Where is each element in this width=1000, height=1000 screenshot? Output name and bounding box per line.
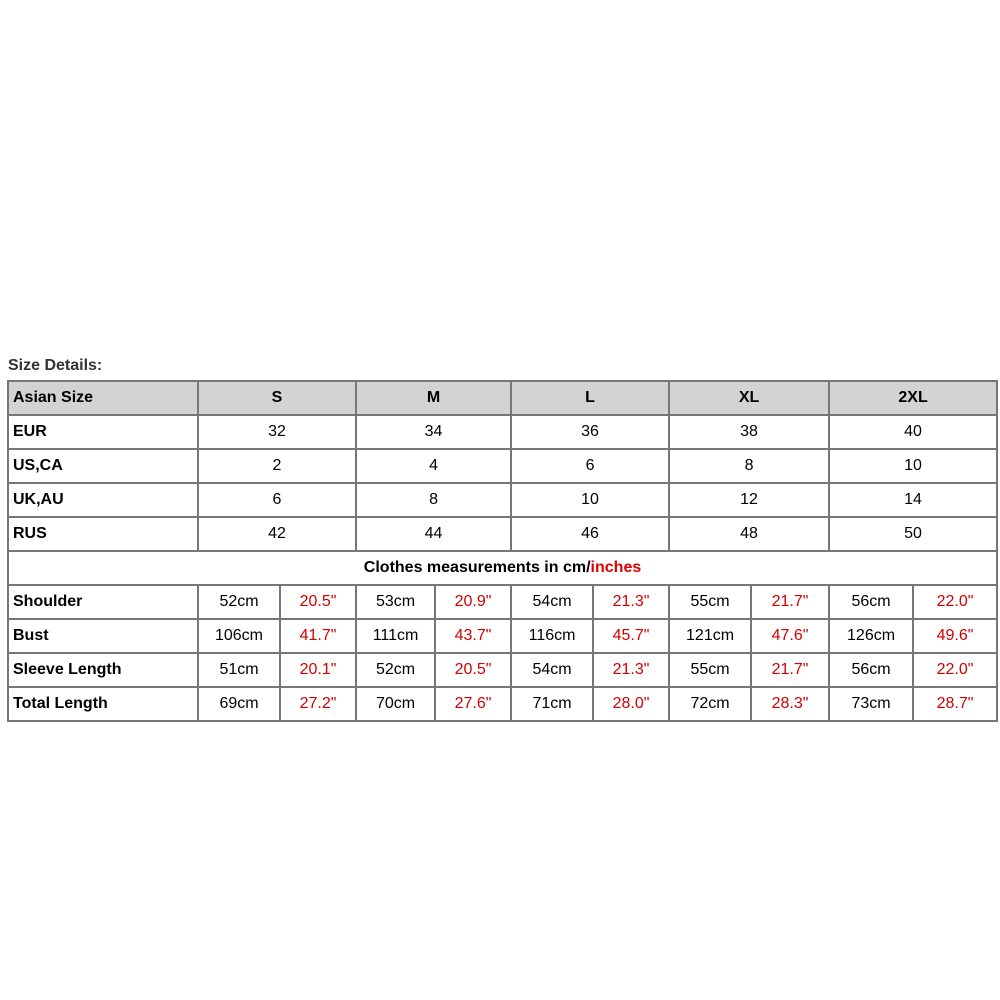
cm-cell: 121cm: [669, 619, 751, 653]
inch-cell: 20.9": [435, 585, 511, 619]
inch-cell: 47.6": [751, 619, 829, 653]
conversion-row: [8, 517, 997, 551]
cm-cell: 71cm: [511, 687, 593, 721]
conversion-cell: 44: [356, 517, 511, 551]
cm-cell: 73cm: [829, 687, 913, 721]
section-text: Clothes measurements in cm/: [363, 559, 591, 576]
inch-cell: 49.6": [913, 619, 997, 653]
conversion-cell: 12: [669, 483, 829, 517]
inch-cell: 22.0": [913, 585, 997, 619]
inch-cell: 21.7": [751, 585, 829, 619]
cm-cell: 53cm: [356, 585, 435, 619]
conversion-cell: 14: [829, 483, 997, 517]
inch-cell: 20.1": [280, 653, 356, 687]
cm-cell: 52cm: [198, 585, 280, 619]
cm-cell: 54cm: [511, 653, 593, 687]
size-header-label: Asian Size: [8, 381, 198, 415]
size-header-cell: L: [511, 381, 669, 415]
size-header-cell: XL: [669, 381, 829, 415]
inch-cell: 20.5": [435, 653, 511, 687]
size-header-row: [8, 381, 997, 415]
conversion-cell: 40: [829, 415, 997, 449]
size-header-cell: M: [356, 381, 511, 415]
inch-cell: 21.3": [593, 653, 669, 687]
cm-cell: 56cm: [829, 653, 913, 687]
cm-cell: 70cm: [356, 687, 435, 721]
row-label: EUR: [8, 415, 198, 449]
conversion-cell: 46: [511, 517, 669, 551]
cm-cell: 111cm: [356, 619, 435, 653]
conversion-cell: 8: [669, 449, 829, 483]
row-label: RUS: [8, 517, 198, 551]
conversion-cell: 10: [829, 449, 997, 483]
conversion-row: [8, 415, 997, 449]
page-title: Size Details:: [8, 357, 103, 374]
row-label: Shoulder: [8, 585, 198, 619]
conversion-cell: 42: [198, 517, 356, 551]
conversion-cell: 2: [198, 449, 356, 483]
cm-cell: 52cm: [356, 653, 435, 687]
row-label: Total Length: [8, 687, 198, 721]
inch-cell: 27.6": [435, 687, 511, 721]
cm-cell: 51cm: [198, 653, 280, 687]
conversion-cell: 36: [511, 415, 669, 449]
cm-cell: 55cm: [669, 653, 751, 687]
conversion-cell: 10: [511, 483, 669, 517]
cm-cell: 116cm: [511, 619, 593, 653]
measurement-row: [8, 585, 997, 619]
row-label: US,CA: [8, 449, 198, 483]
conversion-cell: 38: [669, 415, 829, 449]
size-header-cell: S: [198, 381, 356, 415]
row-label: Bust: [8, 619, 198, 653]
cm-cell: 69cm: [198, 687, 280, 721]
inch-cell: 27.2": [280, 687, 356, 721]
measurement-row: [8, 653, 997, 687]
section-highlight: inches: [590, 559, 642, 576]
row-label: UK,AU: [8, 483, 198, 517]
row-label: Sleeve Length: [8, 653, 198, 687]
conversion-cell: 6: [511, 449, 669, 483]
section-heading: [8, 551, 997, 585]
inch-cell: 28.7": [913, 687, 997, 721]
measurement-row: [8, 687, 997, 721]
conversion-row: [8, 483, 997, 517]
size-table: [7, 380, 998, 722]
inch-cell: 45.7": [593, 619, 669, 653]
inch-cell: 43.7": [435, 619, 511, 653]
conversion-cell: 48: [669, 517, 829, 551]
cm-cell: 126cm: [829, 619, 913, 653]
cm-cell: 106cm: [198, 619, 280, 653]
inch-cell: 28.0": [593, 687, 669, 721]
size-header-cell: 2XL: [829, 381, 997, 415]
inch-cell: 28.3": [751, 687, 829, 721]
conversion-cell: 6: [198, 483, 356, 517]
inch-cell: 22.0": [913, 653, 997, 687]
inch-cell: 21.3": [593, 585, 669, 619]
cm-cell: 54cm: [511, 585, 593, 619]
conversion-cell: 34: [356, 415, 511, 449]
section-row: [8, 551, 997, 585]
inch-cell: 20.5": [280, 585, 356, 619]
conversion-cell: 50: [829, 517, 997, 551]
conversion-cell: 32: [198, 415, 356, 449]
cm-cell: 72cm: [669, 687, 751, 721]
conversion-cell: 8: [356, 483, 511, 517]
conversion-cell: 4: [356, 449, 511, 483]
cm-cell: 55cm: [669, 585, 751, 619]
conversion-row: [8, 449, 997, 483]
inch-cell: 21.7": [751, 653, 829, 687]
inch-cell: 41.7": [280, 619, 356, 653]
measurement-row: [8, 619, 997, 653]
cm-cell: 56cm: [829, 585, 913, 619]
